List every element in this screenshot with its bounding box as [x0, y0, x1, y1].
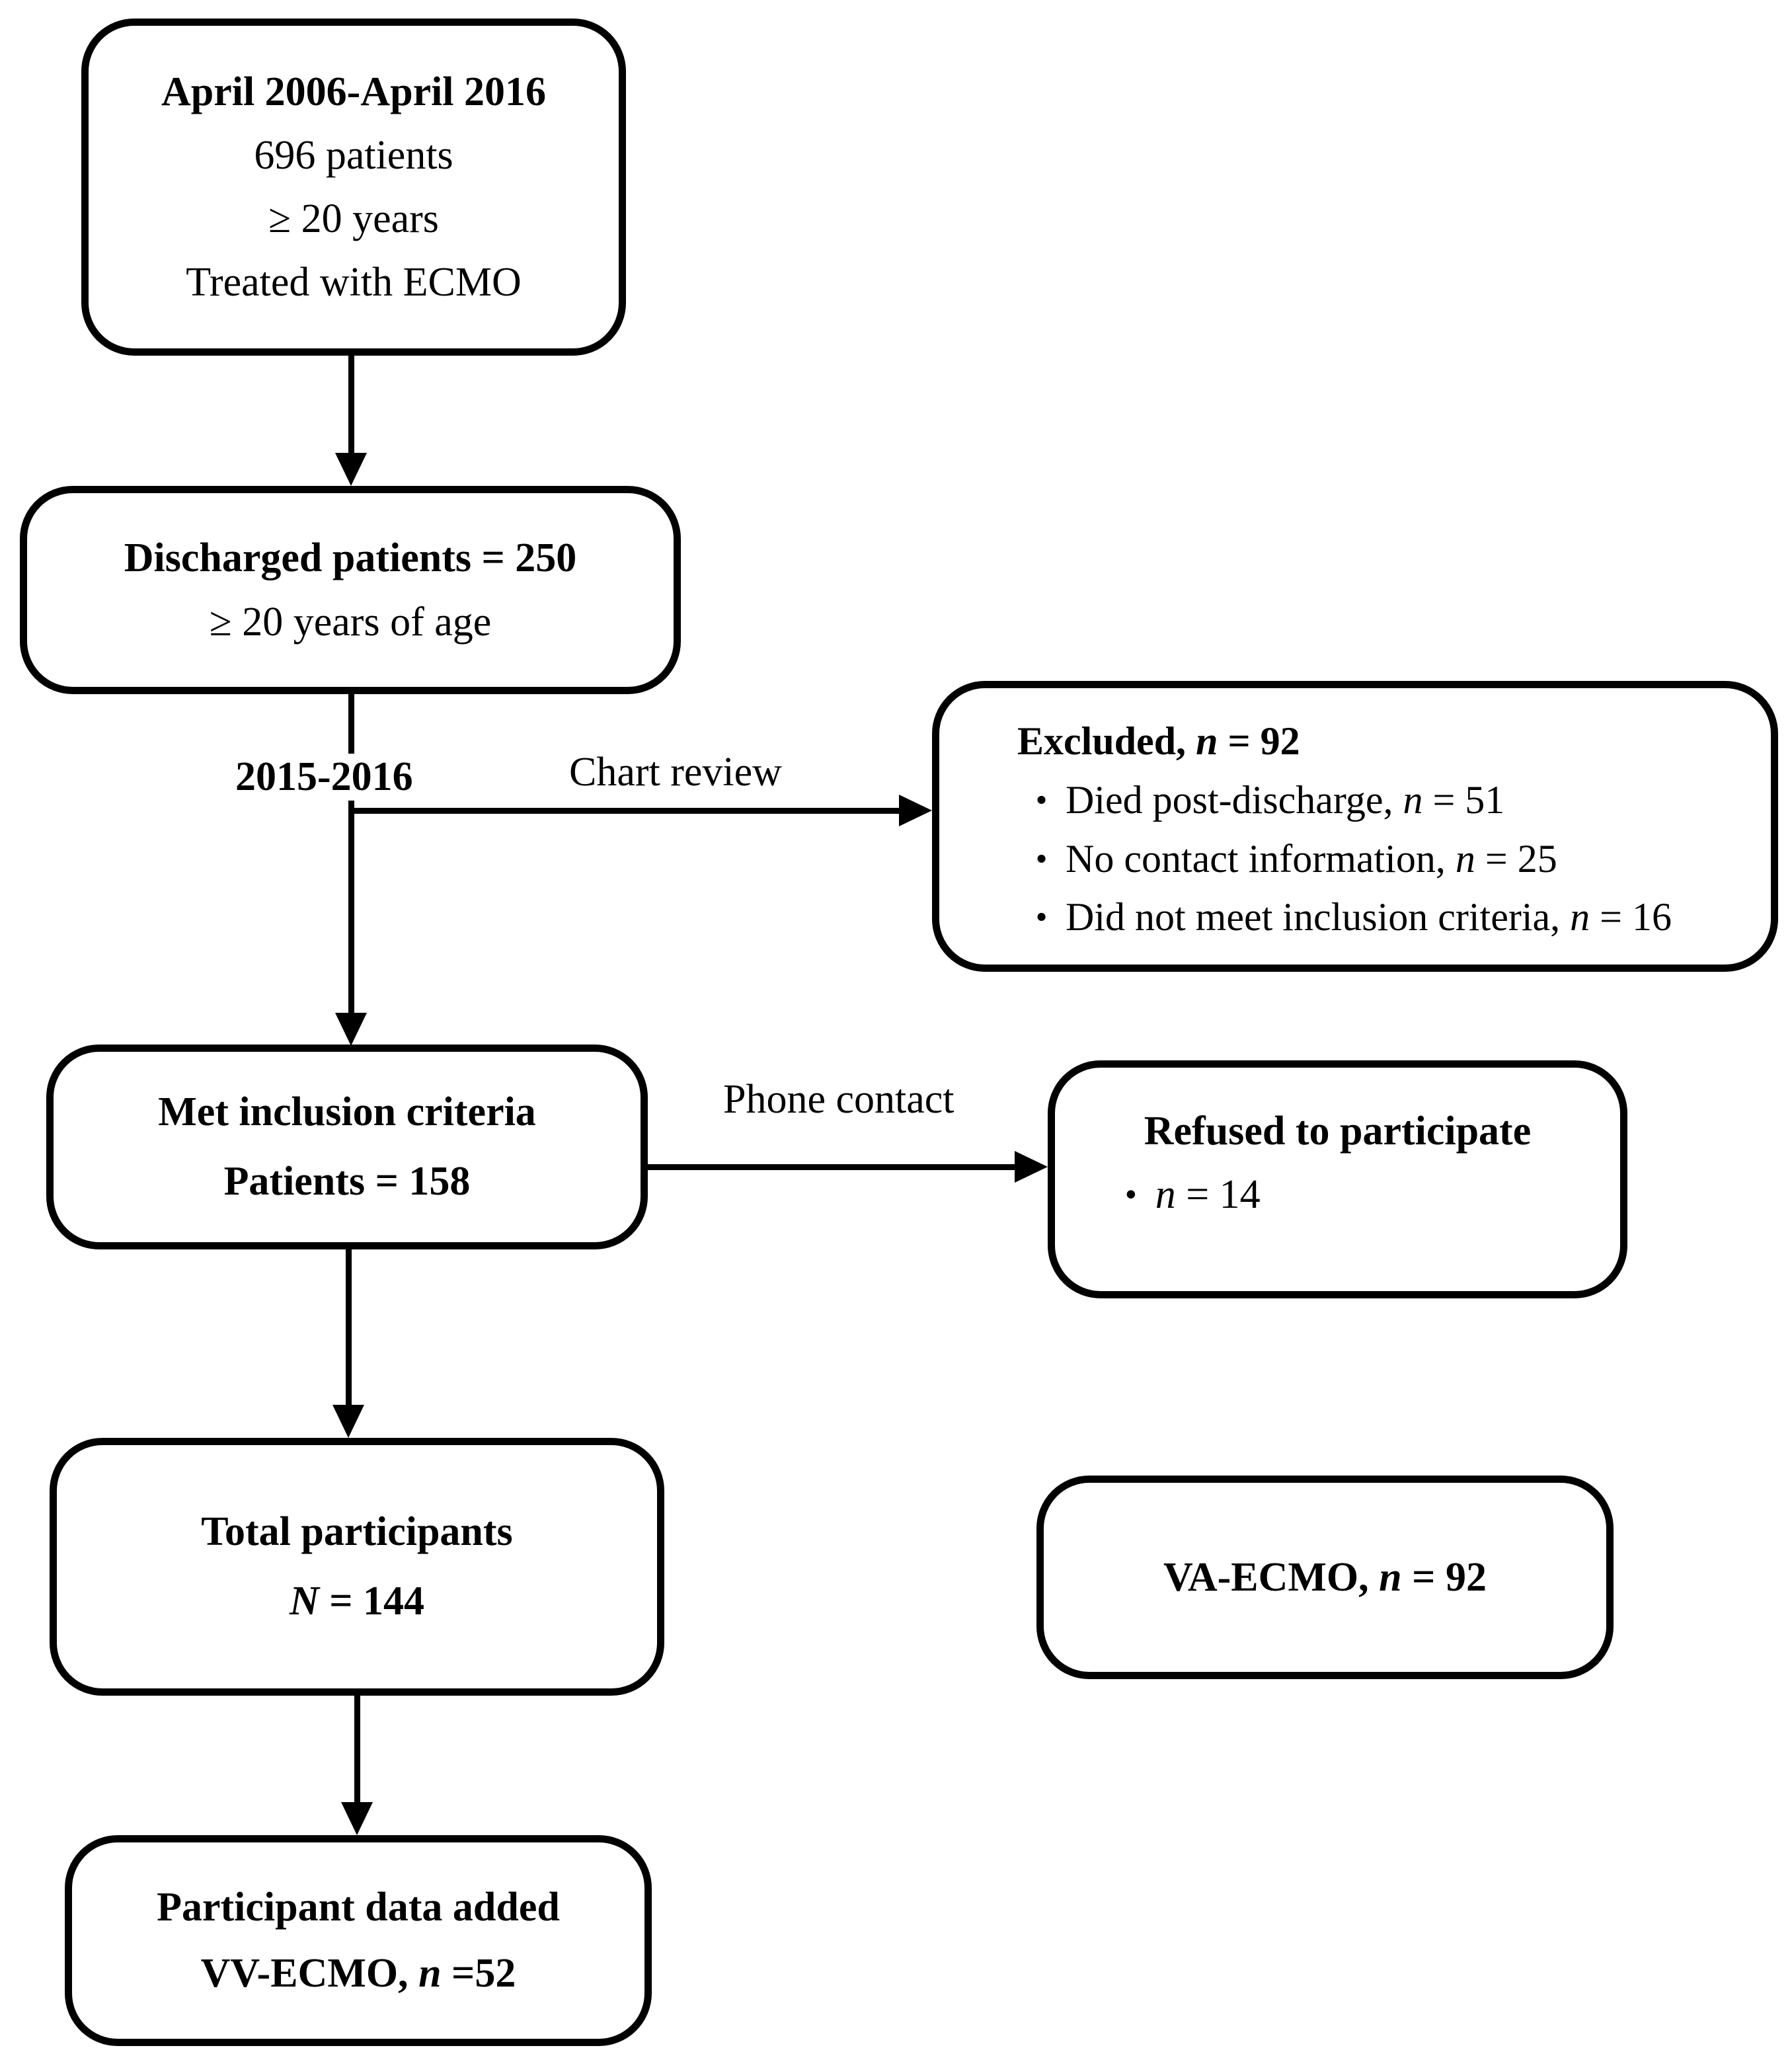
connector-discharged-to-met: [348, 694, 354, 1015]
excluded-title: Excluded, n = 92: [1017, 719, 1300, 763]
excluded-item-criteria: • Did not meet inclusion criteria, n = 16: [1034, 888, 1672, 947]
excluded-item-died: • Died post-discharge, n = 51: [1034, 771, 1504, 830]
discharged-count: Discharged patients = 250: [124, 535, 577, 581]
initial-cohort-treatment: Treated with ECMO: [186, 260, 522, 305]
label-chart-review: Chart review: [559, 749, 793, 796]
va-ecmo-count: VA-ECMO, n = 92: [1163, 1554, 1487, 1600]
label-period: 2015-2016: [225, 754, 424, 801]
refused-title: Refused to participate: [1144, 1109, 1532, 1154]
bullet-icon: •: [1035, 781, 1048, 818]
initial-cohort-age: ≥ 20 years: [268, 196, 439, 241]
connector-branch-to-excluded: [348, 808, 902, 814]
refused-count: • n = 14: [1055, 1163, 1261, 1226]
arrowhead-right-icon: [1015, 1151, 1048, 1183]
arrowhead-right-icon: [899, 795, 932, 826]
box-refused: [1048, 1060, 1627, 1298]
met-inclusion-title: Met inclusion criteria: [158, 1089, 536, 1134]
discharged-age: ≥ 20 years of age: [209, 599, 492, 645]
arrowhead-down-icon: [332, 1405, 364, 1438]
initial-cohort-patients: 696 patients: [254, 132, 453, 178]
box-total-participants: [50, 1438, 664, 1696]
label-phone-contact: Phone contact: [713, 1076, 965, 1123]
excluded-item-no-contact: • No contact information, n = 25: [1034, 830, 1557, 888]
box-met-inclusion: [46, 1045, 648, 1249]
participant-data-title: Participant data added: [157, 1885, 560, 1930]
arrowhead-down-icon: [335, 1013, 367, 1046]
bullet-icon: •: [1035, 840, 1048, 877]
box-initial-cohort: [81, 19, 626, 356]
connector-met-to-refused: [648, 1164, 1018, 1170]
met-inclusion-count: Patients = 158: [223, 1159, 471, 1204]
bullet-icon: •: [1124, 1175, 1138, 1214]
connector-met-to-total: [346, 1249, 352, 1407]
box-excluded: [932, 681, 1778, 972]
participant-data-count: VV-ECMO, n =52: [200, 1950, 516, 1996]
total-participants-count: N = 144: [289, 1579, 425, 1624]
initial-cohort-period: April 2006-April 2016: [161, 69, 547, 114]
box-va-ecmo: [1036, 1476, 1614, 1679]
bullet-icon: •: [1035, 898, 1048, 936]
connector-total-to-participant: [354, 1696, 360, 1804]
box-participant-data: [65, 1835, 652, 2046]
box-discharged-patients: [20, 486, 681, 694]
total-participants-title: Total participants: [201, 1509, 513, 1554]
arrowhead-down-icon: [335, 453, 367, 486]
arrowhead-down-icon: [341, 1802, 373, 1835]
connector-initial-to-discharged: [348, 356, 354, 456]
